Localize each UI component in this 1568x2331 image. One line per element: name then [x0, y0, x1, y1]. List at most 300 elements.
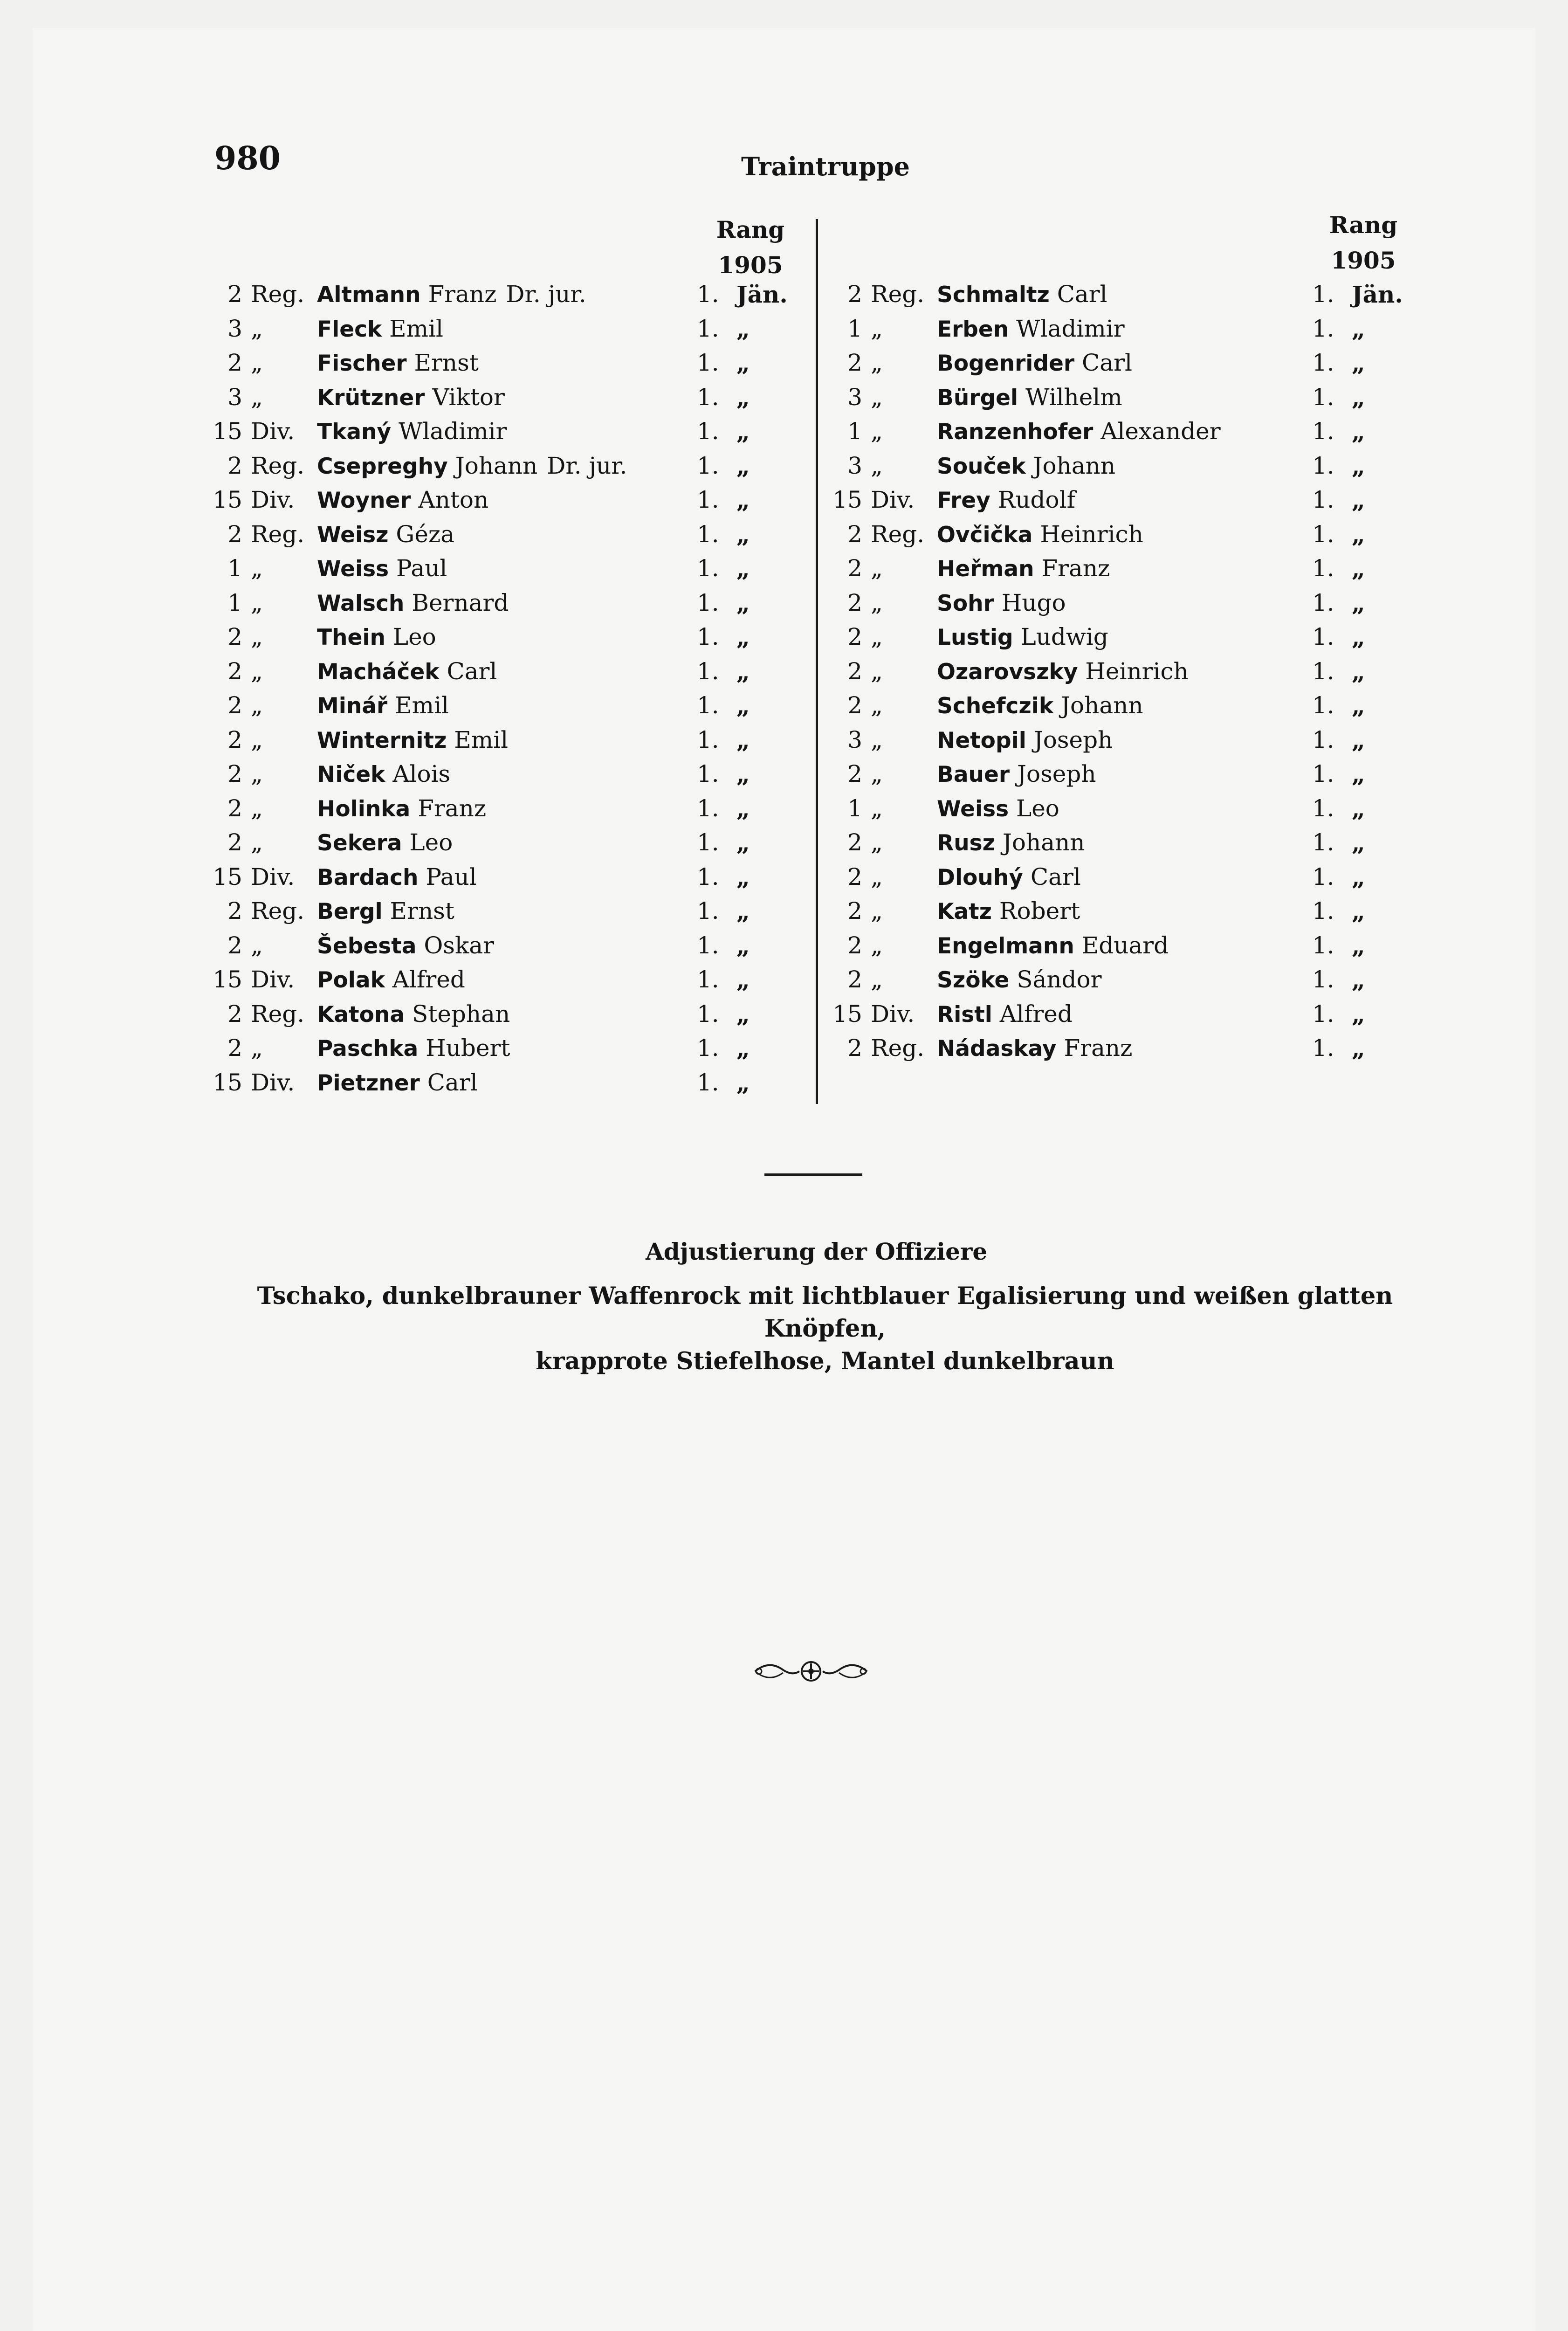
officer-surname: Fleck	[317, 316, 382, 342]
unit-type: „	[251, 623, 263, 650]
rank-month: „	[736, 1000, 750, 1028]
rank-day: 1.	[1312, 657, 1334, 685]
officer-surname: Holinka	[317, 796, 411, 822]
officer-surname: Ozarovszky	[937, 659, 1078, 685]
unit-type: „	[871, 794, 883, 822]
officer-surname: Engelmann	[937, 933, 1074, 959]
officer-surname: Katz	[937, 899, 992, 924]
officer-given-name: Bernard	[412, 589, 509, 616]
rank-day: 1.	[697, 520, 719, 548]
officer-given-name: Stephan	[412, 1000, 510, 1028]
rank-header-right-line2: 1905	[1331, 247, 1396, 274]
list-item	[205, 414, 792, 449]
unit-type: Reg.	[871, 1034, 925, 1062]
unit-type: „	[871, 349, 883, 376]
officer-surname: Bauer	[937, 762, 1010, 787]
officer-name	[317, 894, 454, 929]
rank-day: 1.	[1312, 315, 1334, 342]
rank-day: 1.	[1312, 794, 1334, 822]
rank-day: 1.	[697, 1034, 719, 1062]
unit-number: 2	[227, 829, 242, 856]
officer-surname: Dlouhý	[937, 864, 1023, 890]
list-item	[825, 723, 1431, 758]
unit-number: 2	[847, 520, 862, 548]
rank-header-left-line2: 1905	[718, 251, 783, 279]
list-item	[205, 277, 792, 312]
rank-month: „	[1352, 1000, 1365, 1028]
officer-name	[937, 586, 1066, 621]
officer-given-name: Emil	[395, 692, 449, 719]
list-item	[205, 586, 792, 621]
rank-header-left-line1: Rang	[716, 216, 785, 243]
officer-surname: Winternitz	[317, 727, 447, 753]
officer-surname: Csepreghy	[317, 453, 448, 479]
officer-given-name: Wladimir	[1016, 315, 1125, 342]
rank-month: „	[736, 897, 750, 925]
officer-name	[317, 929, 494, 964]
rank-day: 1.	[1312, 966, 1334, 993]
officer-given-name: Carl	[1030, 863, 1081, 890]
rank-month: „	[1352, 829, 1365, 856]
officer-surname: Ovčička	[937, 522, 1033, 548]
unit-number: 2	[847, 589, 862, 616]
rank-month: „	[736, 623, 750, 651]
list-item	[825, 380, 1431, 415]
list-item	[825, 1031, 1431, 1066]
rank-day: 1.	[1312, 486, 1334, 513]
officer-surname: Ranzenhofer	[937, 419, 1093, 445]
officer-given-name: Johann	[1060, 692, 1143, 719]
rank-day: 1.	[1312, 520, 1334, 548]
unit-type: „	[871, 897, 883, 924]
unit-number: 2	[227, 520, 242, 548]
officer-given-name: Paul	[396, 555, 447, 582]
officer-name	[317, 449, 627, 484]
list-item	[825, 483, 1431, 517]
officer-name	[937, 552, 1110, 586]
rank-month: „	[1352, 726, 1365, 754]
officer-given-name: Joseph	[1017, 760, 1096, 787]
officer-surname: Bogenrider	[937, 351, 1075, 376]
rank-day: 1.	[1312, 760, 1334, 787]
officer-name	[317, 552, 447, 586]
officer-name	[937, 517, 1143, 552]
unit-type: „	[871, 863, 883, 890]
unit-number: 3	[227, 315, 242, 342]
officer-name	[317, 277, 586, 312]
unit-type: Reg.	[251, 281, 305, 308]
rank-month: „	[736, 1034, 750, 1062]
rank-month: „	[736, 349, 750, 377]
officer-name	[317, 380, 505, 415]
officer-name	[317, 792, 486, 827]
unit-number: 2	[227, 760, 242, 787]
unit-type: „	[251, 589, 263, 616]
unit-type: „	[251, 349, 263, 376]
unit-type: „	[251, 931, 263, 959]
officer-surname: Sekera	[317, 830, 402, 856]
officer-surname: Niček	[317, 762, 385, 787]
officer-name	[317, 655, 497, 690]
rank-day: 1.	[697, 931, 719, 959]
rank-day: 1.	[697, 281, 719, 308]
unit-type: „	[871, 966, 883, 993]
unit-type: Div.	[251, 863, 295, 890]
unit-type: „	[871, 383, 883, 411]
list-item	[825, 689, 1431, 723]
officer-name	[937, 963, 1102, 998]
rank-month: „	[736, 931, 750, 959]
unit-number: 15	[832, 486, 862, 513]
rank-day: 1.	[697, 315, 719, 342]
officer-name	[937, 312, 1125, 347]
unit-number: 2	[227, 452, 242, 479]
officer-name	[317, 414, 507, 449]
list-item	[205, 689, 792, 723]
list-item	[205, 757, 792, 792]
officer-surname: Nádaskay	[937, 1036, 1057, 1062]
officer-given-name: Franz	[1041, 555, 1110, 582]
unit-number: 2	[227, 897, 242, 924]
unit-type: „	[251, 829, 263, 856]
officer-given-name: Franz	[1064, 1034, 1133, 1062]
officer-given-name: Franz	[418, 794, 487, 822]
unit-type: Div.	[251, 486, 295, 513]
officer-name	[317, 312, 443, 347]
column-divider	[816, 219, 818, 1104]
list-item	[825, 277, 1431, 312]
unit-type: „	[871, 589, 883, 616]
unit-number: 2	[847, 349, 862, 376]
officer-given-name: Hugo	[1001, 589, 1066, 616]
rank-month: „	[736, 383, 750, 411]
unit-number: 2	[227, 1000, 242, 1028]
officer-given-name: Leo	[409, 829, 453, 856]
unit-type: Reg.	[251, 452, 305, 479]
rank-month: „	[1352, 897, 1365, 925]
unit-type: „	[871, 418, 883, 445]
rank-day: 1.	[697, 383, 719, 411]
rank-day: 1.	[1312, 1034, 1334, 1062]
unit-type: „	[871, 726, 883, 753]
officer-surname: Weisz	[317, 522, 389, 548]
officer-given-name: Leo	[1016, 794, 1059, 822]
officer-name	[937, 449, 1115, 484]
list-item	[825, 517, 1431, 552]
rank-month: „	[736, 657, 750, 685]
rank-month: „	[1352, 692, 1365, 719]
officer-name	[937, 826, 1085, 861]
officer-title: Dr. jur.	[547, 452, 627, 479]
officer-name	[937, 620, 1108, 655]
officer-surname: Bergl	[317, 899, 383, 924]
list-item	[205, 552, 792, 586]
officer-given-name: Emil	[389, 315, 444, 342]
officer-surname: Erben	[937, 316, 1009, 342]
rank-day: 1.	[697, 486, 719, 513]
unit-type: Reg.	[251, 520, 305, 548]
officer-surname: Souček	[937, 453, 1026, 479]
unit-number: 2	[847, 966, 862, 993]
list-item	[825, 449, 1431, 483]
rank-month: „	[1352, 760, 1365, 788]
officer-surname: Macháček	[317, 659, 440, 685]
list-item	[825, 929, 1431, 963]
unit-number: 2	[227, 692, 242, 719]
rank-month: „	[736, 452, 750, 480]
officer-given-name: Géza	[396, 520, 455, 548]
list-item	[205, 929, 792, 963]
officer-given-name: Alexander	[1100, 418, 1221, 445]
officer-name	[317, 963, 465, 998]
rank-day: 1.	[1312, 931, 1334, 959]
rank-day: 1.	[697, 452, 719, 479]
unit-number: 2	[847, 829, 862, 856]
rank-month: „	[1352, 555, 1365, 582]
officer-given-name: Carl	[1082, 349, 1132, 376]
officer-surname: Pietzner	[317, 1070, 420, 1096]
unit-number: 15	[213, 418, 242, 445]
officer-given-name: Paul	[426, 863, 477, 890]
rank-month: „	[1352, 1034, 1365, 1062]
unit-type: „	[871, 931, 883, 959]
officer-name	[937, 757, 1096, 792]
officer-name	[317, 997, 510, 1032]
list-item	[205, 1066, 792, 1100]
rank-month: „	[736, 1069, 750, 1097]
rank-month: „	[736, 966, 750, 993]
officer-name	[937, 483, 1075, 518]
left-officer-list	[205, 277, 792, 1100]
unit-number: 2	[847, 623, 862, 650]
unit-number: 2	[847, 760, 862, 787]
rank-day: 1.	[1312, 863, 1334, 890]
unit-number: 1	[227, 589, 242, 616]
unit-number: 2	[227, 623, 242, 650]
rank-month: „	[1352, 931, 1365, 959]
officer-given-name: Wilhelm	[1025, 383, 1122, 411]
officer-given-name: Leo	[392, 623, 436, 650]
rank-day: 1.	[697, 555, 719, 582]
officer-surname: Minář	[317, 693, 388, 719]
rank-month: „	[1352, 315, 1365, 343]
unit-type: Div.	[871, 1000, 915, 1028]
list-item	[205, 449, 792, 483]
officer-name	[317, 483, 488, 518]
list-item	[825, 552, 1431, 586]
list-item	[205, 312, 792, 346]
officer-surname: Bürgel	[937, 385, 1018, 411]
officer-given-name: Emil	[454, 726, 509, 753]
officer-surname: Tkaný	[317, 419, 392, 445]
officer-surname: Šebesta	[317, 933, 417, 959]
unit-number: 2	[227, 281, 242, 308]
officer-surname: Netopil	[937, 727, 1026, 753]
officer-surname: Ristl	[937, 1001, 992, 1028]
rank-month: „	[736, 418, 750, 445]
unit-number: 1	[847, 315, 862, 342]
unit-type: „	[871, 315, 883, 342]
rank-month: Jän.	[1352, 281, 1403, 308]
officer-name	[937, 860, 1081, 895]
officer-given-name: Johann	[455, 452, 538, 479]
rank-month: „	[736, 315, 750, 343]
officer-surname: Frey	[937, 488, 990, 513]
adjustierung-title: Adjustierung der Offiziere	[646, 1238, 988, 1265]
rank-day: 1.	[1312, 829, 1334, 856]
officer-name	[317, 860, 477, 895]
officer-name	[937, 655, 1189, 690]
officer-surname: Weiss	[937, 796, 1009, 822]
rank-month: „	[736, 829, 750, 856]
unit-type: „	[251, 383, 263, 411]
officer-name	[937, 380, 1122, 415]
unit-number: 2	[227, 1034, 242, 1062]
officer-name	[317, 620, 436, 655]
officer-given-name: Oskar	[424, 931, 494, 959]
rank-month: „	[736, 760, 750, 788]
rank-day: 1.	[697, 829, 719, 856]
rank-day: 1.	[697, 1000, 719, 1028]
list-item	[205, 723, 792, 758]
list-item	[825, 860, 1431, 895]
list-item	[825, 620, 1431, 655]
unit-number: 2	[847, 281, 862, 308]
officer-name	[317, 517, 454, 552]
rank-day: 1.	[1312, 555, 1334, 582]
officer-name	[937, 1031, 1132, 1066]
unit-number: 2	[847, 657, 862, 685]
rank-day: 1.	[697, 589, 719, 616]
officer-surname: Bardach	[317, 864, 419, 890]
unit-number: 15	[213, 1069, 242, 1096]
rank-day: 1.	[697, 418, 719, 445]
officer-given-name: Viktor	[432, 383, 505, 411]
unit-number: 3	[227, 383, 242, 411]
unit-number: 3	[847, 452, 862, 479]
unit-number: 2	[847, 1034, 862, 1062]
officer-name	[937, 346, 1132, 381]
rank-month: „	[1352, 657, 1365, 685]
unit-number: 15	[213, 966, 242, 993]
officer-name	[317, 346, 479, 381]
rank-month: „	[736, 520, 750, 548]
officer-title: Dr. jur.	[506, 281, 586, 308]
officer-given-name: Carl	[1057, 281, 1107, 308]
rank-month: „	[1352, 863, 1365, 891]
unit-number: 1	[227, 555, 242, 582]
officer-name	[317, 757, 450, 792]
right-officer-list	[825, 277, 1431, 1066]
unit-number: 3	[847, 726, 862, 753]
unit-type: „	[251, 794, 263, 822]
list-item	[825, 655, 1431, 689]
unit-number: 2	[227, 931, 242, 959]
unit-type: „	[251, 692, 263, 719]
officer-name	[317, 1066, 478, 1101]
list-item	[205, 655, 792, 689]
rank-day: 1.	[697, 794, 719, 822]
rank-month: „	[736, 589, 750, 617]
officer-name	[317, 586, 509, 621]
officer-surname: Walsch	[317, 590, 405, 616]
unit-number: 1	[847, 418, 862, 445]
officer-surname: Rusz	[937, 830, 995, 856]
officer-given-name: Carl	[427, 1069, 478, 1096]
officer-surname: Krützner	[317, 385, 425, 411]
rank-month: „	[1352, 794, 1365, 822]
page-number: 980	[214, 140, 281, 177]
rank-day: 1.	[1312, 349, 1334, 376]
decorative-flourish-icon	[750, 1655, 872, 1690]
list-item	[205, 620, 792, 655]
adjustierung-line1: Tschako, dunkelbrauner Waffenrock mit lichtblauer Egalisierung und weißen glatten Knöpfen,	[257, 1282, 1393, 1343]
rank-day: 1.	[1312, 383, 1334, 411]
officer-surname: Altmann	[317, 282, 421, 308]
list-item	[825, 792, 1431, 826]
officer-name	[937, 414, 1221, 449]
officer-given-name: Robert	[999, 897, 1080, 924]
list-item	[205, 997, 792, 1032]
unit-number: 2	[847, 555, 862, 582]
officer-surname: Sohr	[937, 590, 994, 616]
officer-given-name: Alfred	[392, 966, 465, 993]
rank-day: 1.	[697, 349, 719, 376]
rank-day: 1.	[1312, 897, 1334, 924]
officer-surname: Paschka	[317, 1036, 419, 1062]
officer-given-name: Rudolf	[997, 486, 1076, 513]
unit-type: Div.	[251, 966, 295, 993]
rank-month: „	[1352, 418, 1365, 445]
list-item	[205, 860, 792, 895]
unit-type: „	[251, 726, 263, 753]
officer-surname: Lustig	[937, 625, 1013, 650]
list-item	[205, 380, 792, 415]
officer-given-name: Ludwig	[1020, 623, 1108, 650]
list-item	[825, 414, 1431, 449]
officer-given-name: Joseph	[1033, 726, 1113, 753]
officer-surname: Schmaltz	[937, 282, 1050, 308]
list-item	[205, 483, 792, 517]
officer-surname: Fischer	[317, 351, 407, 376]
unit-type: „	[251, 657, 263, 685]
officer-given-name: Hubert	[426, 1034, 510, 1062]
rank-month: „	[736, 863, 750, 891]
unit-number: 3	[847, 383, 862, 411]
unit-number: 15	[213, 863, 242, 890]
officer-given-name: Carl	[447, 657, 497, 685]
list-item	[205, 963, 792, 997]
officer-name	[937, 792, 1059, 827]
rank-month: „	[1352, 349, 1365, 377]
officer-surname: Katona	[317, 1001, 405, 1028]
list-item	[825, 894, 1431, 929]
rank-month: „	[1352, 452, 1365, 480]
list-item	[205, 517, 792, 552]
unit-type: Reg.	[251, 897, 305, 924]
unit-number: 2	[227, 726, 242, 753]
unit-type: „	[251, 1034, 263, 1062]
officer-given-name: Ernst	[414, 349, 479, 376]
unit-number: 15	[213, 486, 242, 513]
officer-given-name: Johann	[1033, 452, 1116, 479]
unit-type: Div.	[871, 486, 915, 513]
list-item	[205, 894, 792, 929]
unit-type: „	[871, 623, 883, 650]
officer-given-name: Alfred	[999, 1000, 1073, 1028]
rank-day: 1.	[697, 1069, 719, 1096]
rank-day: 1.	[697, 623, 719, 650]
